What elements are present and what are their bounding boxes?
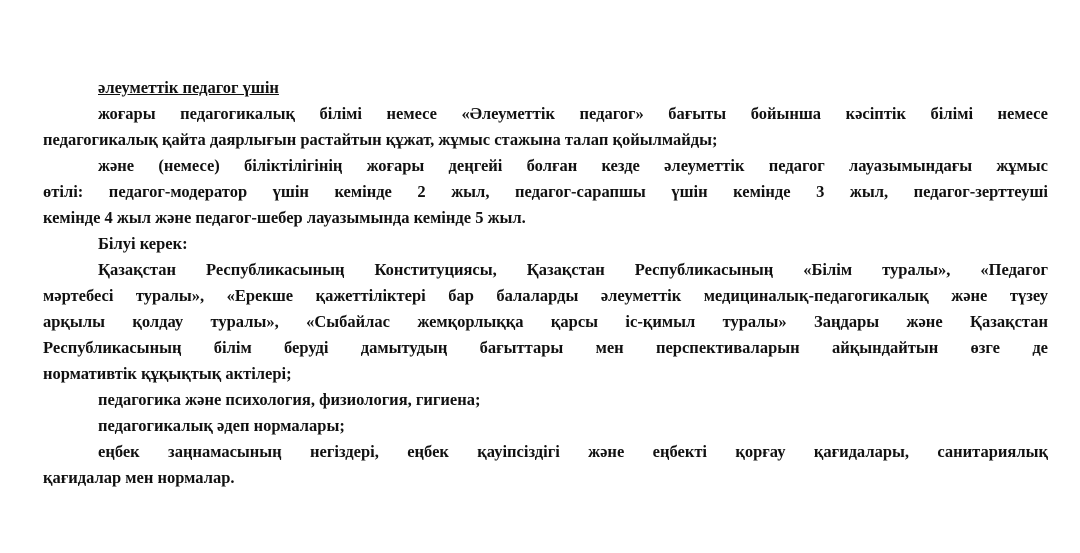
section-title: әлеуметтік педагог үшін <box>98 78 279 97</box>
paragraph-line: еңбек заңнамасының негіздері, еңбек қауіпсіздігі және еңбекті қорғау қағидалары, санитариялық <box>98 442 1048 461</box>
paragraph-line: жоғары педагогикалық білімі немесе «Әлеуметтік педагог» бағыты бойынша кәсіптік білімі немесе <box>98 104 1048 123</box>
paragraph-line: арқылы қолдау туралы», «Сыбайлас жемқорлыққа қарсы іс-қимыл туралы» Заңдары және Қазақстан <box>43 312 1048 331</box>
paragraph-line: қағидалар мен нормалар. <box>43 468 235 487</box>
paragraph-line: және (немесе) біліктілігінің жоғары деңгейі болған кезде әлеуметтік педагог лауазымындағы жұмыс <box>98 156 1048 175</box>
paragraph-line: педагогикалық әдеп нормалары; <box>98 416 345 435</box>
document-page <box>43 75 1048 491</box>
paragraph-line: педагогика және психология, физиология, гигиена; <box>98 390 481 409</box>
paragraph-line: нормативтік құқықтық актілері; <box>43 364 292 383</box>
paragraph-line: Қазақстан Республикасының Конституциясы, Қазақстан Республикасының «Білім туралы», «Педагог <box>98 260 1048 279</box>
paragraph-line: мәртебесі туралы», «Ерекше қажеттіліктері бар балаларды әлеуметтік медициналық-педагогикалық және түзеу <box>43 286 1048 305</box>
paragraph-line: Республикасының білім беруді дамытудың бағыттары мен перспективаларын айқындайтын өзге де <box>43 338 1048 357</box>
must-know-heading: Білуі керек: <box>98 234 188 253</box>
paragraph-line: өтілі: педагог-модератор үшін кемінде 2 жыл, педагог-сарапшы үшін кемінде 3 жыл, педагог-зерттеуші <box>43 182 1048 201</box>
paragraph-line: кемінде 4 жыл және педагог-шебер лауазымында кемінде 5 жыл. <box>43 208 526 227</box>
paragraph-line: педагогикалық қайта даярлығын растайтын құжат, жұмыс стажына талап қойылмайды; <box>43 130 718 149</box>
